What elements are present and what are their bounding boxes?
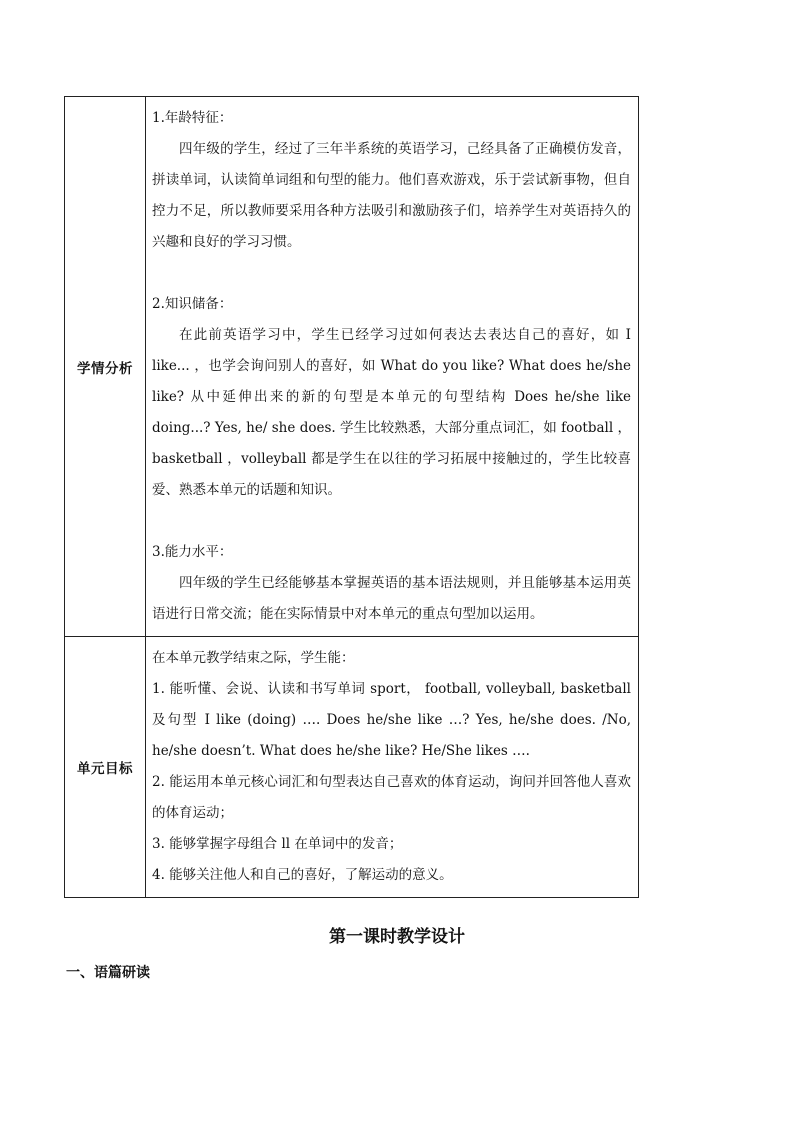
row-header: 学情分析: [65, 97, 146, 637]
goal-line: 3. 能够掌握字母组合 ll 在单词中的发音；: [152, 836, 403, 852]
table-row: [65, 97, 639, 637]
section-heading: 2.知识储备：: [152, 296, 233, 312]
table-row: [65, 637, 639, 898]
blank-line: [152, 506, 631, 537]
goal-line: 1. 能听懂、会说、认读和书写单词 sport， football, volleyball, basketball 及句型 I like (doing) …. Does he/she like …? Yes, he/she does. /No, he/she doesn’t. What does he/she like? He/She likes ….: [152, 681, 631, 759]
unit-goals-cell: [146, 637, 639, 898]
goal-line: 在本单元教学结束之际，学生能：: [152, 650, 355, 666]
section-heading: 1.年龄特征：: [152, 110, 233, 126]
section-paragraph: 四年级的学生已经能够基本掌握英语的基本语法规则，并且能够基本运用英语进行日常交流；能在实际情景中对本单元的重点句型加以运用。: [152, 575, 631, 622]
section-paragraph: 四年级的学生，经过了三年半系统的英语学习，己经具备了正确模仿发音，拼读单词，认读简单词组和句型的能力。他们喜欢游戏，乐于尝试新事物，但自控力不足，所以教师要采用各种方法吸引和激励孩子们，培养学生对英语持久的兴趣和良好的学习习惯。: [152, 141, 631, 250]
blank-line: [152, 258, 631, 289]
section-heading: 3.能力水平：: [152, 544, 233, 560]
row-header: 单元目标: [65, 637, 146, 898]
student-analysis-cell: [146, 97, 639, 637]
lesson-plan-table: [64, 96, 639, 898]
section-title: 第一课时教学设计: [329, 927, 465, 947]
sub-heading: 一、语篇研读: [66, 965, 150, 981]
section-paragraph: 在此前英语学习中，学生已经学习过如何表达去表达自己的喜好，如 I like... ，也学会询问别人的喜好，如 What do you like? What does he/she like? 从中延伸出来的新的句型是本单元的句型结构 Does he/she like doing...? Yes, he/ she does. 学生比较熟悉，大部分重点词汇，如 football ， basketball ，volleyball 都是学生在以往的学习拓展中接触过的，学生比较喜爱、熟悉本单元的话题和知识。: [152, 327, 631, 498]
goal-line: 4. 能够关注他人和自己的喜好，了解运动的意义。: [152, 867, 453, 883]
goal-line: 2. 能运用本单元核心词汇和句型表达自己喜欢的体育运动，询问并回答他人喜欢的体育运动；: [152, 774, 631, 821]
